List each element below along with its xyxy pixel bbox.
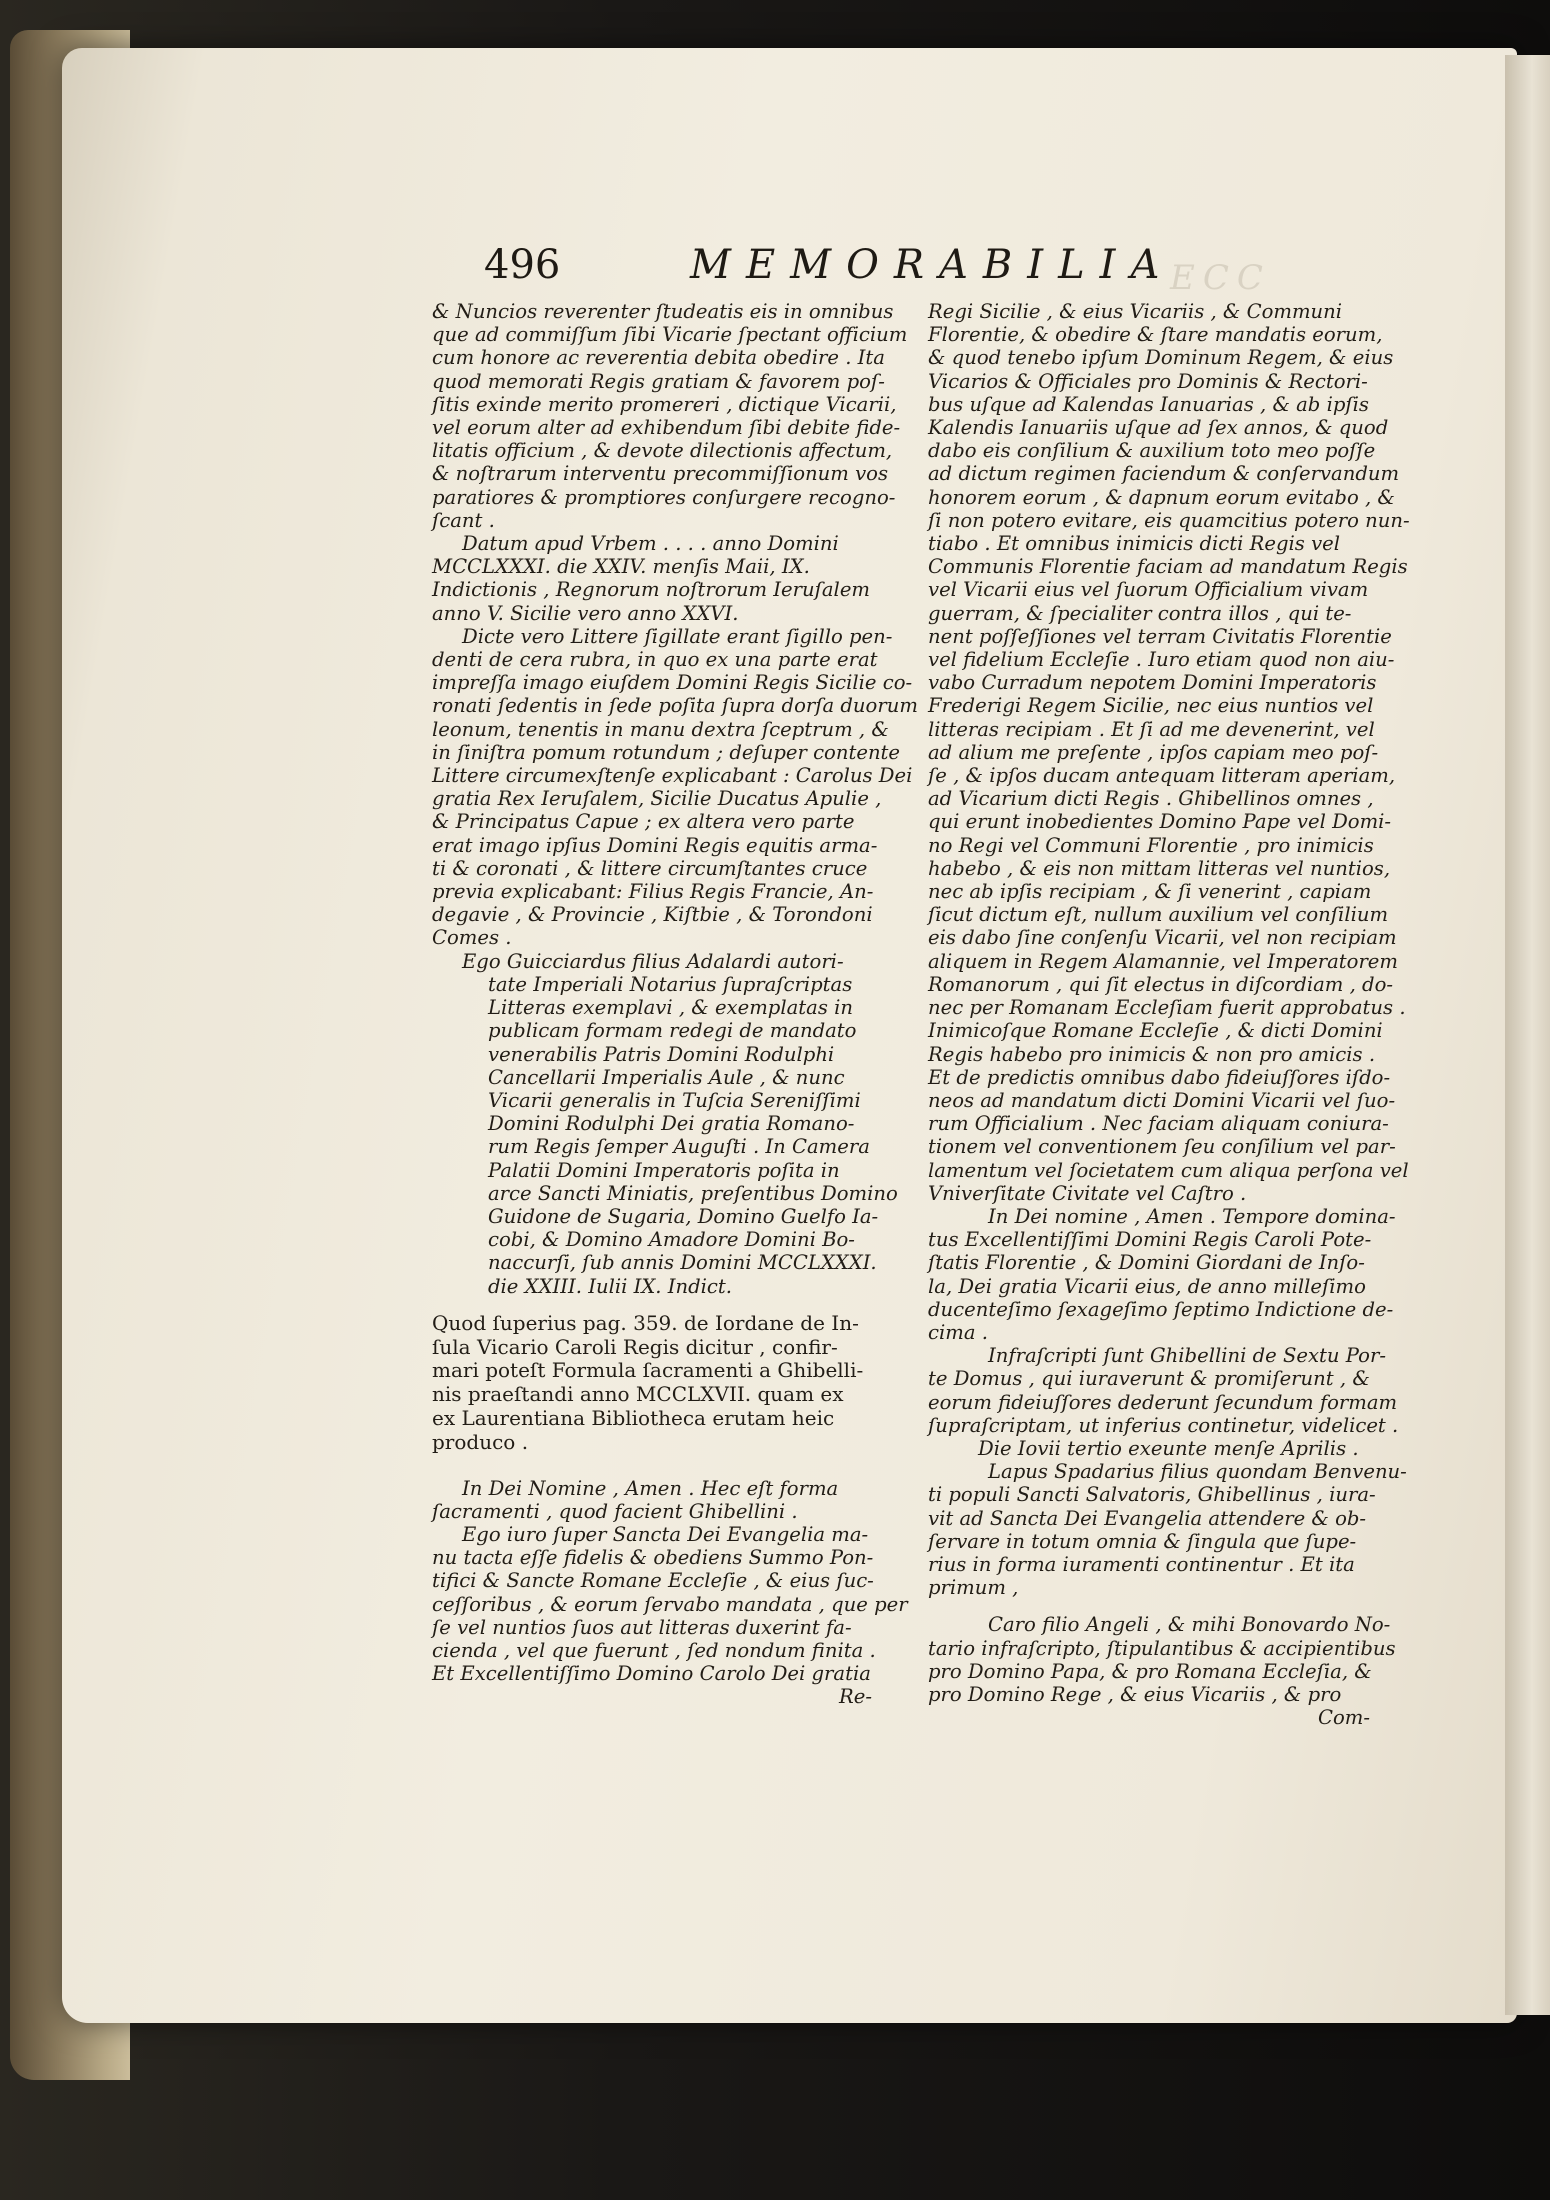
text-line: Caro filio Angeli , & mihi Bonovardo No- (988, 1613, 1391, 1637)
text-line: pro Domino Rege , & eius Vicariis , & pro (928, 1682, 1342, 1706)
text-line: Lapus Spadarius filius quondam Benvenu- (988, 1460, 1407, 1484)
text-line: tionem vel conventionem ſeu conſilium vel par- (928, 1135, 1396, 1159)
text-line: Regis habebo pro inimicis & non pro amicis . (928, 1042, 1376, 1066)
text-line: la, Dei gratia Vicarii eius, de anno milleſimo (928, 1274, 1366, 1298)
text-line: paratiores & promptiores conſurgere recogno- (432, 485, 896, 509)
text-line: cienda , vel que fuerunt , ſed nondum finita . (432, 1638, 876, 1662)
text-line: litteras recipiam . Et ſi ad me devenerint, vel (928, 717, 1375, 741)
text-line: eis dabo ſine conſenſu Vicarii, vel non recipiam (928, 926, 1397, 950)
text-line: habebo , & eis non mittam litteras vel nuntios, (928, 856, 1391, 880)
text-line: Comes . (432, 926, 512, 950)
text-line: arce Sancti Miniatis, preſentibus Domino (488, 1181, 898, 1205)
text-line: Die Iovii tertio exeunte menſe Aprilis . (978, 1436, 1359, 1460)
text-line: denti de cera rubra, in quo ex una parte erat (432, 648, 878, 672)
text-line: ſacramenti , quod facient Ghibellini . (432, 1499, 798, 1523)
text-line: ſula Vicario Caroli Regis dicitur , confir- (432, 1334, 838, 1359)
text-line: degavie , & Provincie , Kiſtbie , & Torondoni (432, 903, 873, 927)
text-line: nent poſſeſſiones vel terram Civitatis Florentie (928, 624, 1392, 648)
text-line: Inimicoſque Romane Eccleſie , & dicti Domini (928, 1019, 1383, 1043)
text-line: gratia Rex Ieruſalem, Sicilie Ducatus Apulie , (432, 787, 882, 811)
text-line: ti populi Sancti Salvatoris, Ghibellinus , iura- (928, 1483, 1376, 1507)
text-line: Vniverſitate Civitate vel Caſtro . (928, 1181, 1247, 1205)
text-line: mari poteſt Formula ſacramenti a Ghibelli- (432, 1358, 864, 1383)
text-line: Et Excellentiſſimo Domino Carolo Dei gratia (432, 1662, 871, 1686)
text-line: vel eorum alter ad exhibendum ſibi debite fide- (432, 416, 901, 440)
text-line: ſtatis Florentie , & Domini Giordani de Inſo- (928, 1251, 1365, 1275)
text-line: Romanorum , qui ſit electus in diſcordiam , do- (928, 972, 1393, 996)
text-line: rum Officialium . Nec faciam aliquam coniura- (928, 1112, 1389, 1136)
text-line: publicam formam redegi de mandato (488, 1019, 857, 1043)
text-line: ex Laurentiana Bibliotheca erutam heic (432, 1405, 835, 1430)
text-line: vel fidelium Eccleſie . Iuro etiam quod non aiu- (928, 648, 1395, 672)
text-line: te Domus , qui iuraverunt & promiſerunt , & (928, 1367, 1370, 1391)
text-line: ſi non potero evitare, eis quamcitius potero nun- (928, 508, 1410, 532)
text-line: no Regi vel Communi Florentie , pro inimicis (928, 833, 1374, 857)
text-line: honorem eorum , & dapnum eorum evitabo , & (928, 485, 1395, 509)
text-line: Regi Sicilie , & eius Vicariis , & Communi (928, 300, 1343, 323)
text-line: & Nuncios reverenter ſtudeatis eis in omnibus (432, 300, 894, 323)
text-line: vel Vicarii eius vel ſuorum Officialium vivam (928, 578, 1369, 602)
text-line: In Dei Nomine , Amen . Hec eſt forma (462, 1476, 839, 1500)
text-line: Dicte vero Littere ſigillate erant ſigillo pen- (462, 624, 893, 648)
text-line: nec per Romanam Eccleſiam fuerit approbatus . (928, 996, 1406, 1020)
text-line: Palatii Domini Imperatoris poſita in (488, 1158, 840, 1182)
text-line: tifici & Sancte Romane Eccleſie , & eius ſuc- (432, 1569, 874, 1593)
text-line: aliquem in Regem Alamannie, vel Imperatorem (928, 949, 1398, 973)
text-line: primum , (928, 1576, 1019, 1600)
text-line: leonum, tenentis in manu dextra ſceptrum , & (432, 717, 889, 741)
text-line: tus Excellentiſſimi Domini Regis Caroli Pote- (928, 1228, 1372, 1252)
text-line: Domini Rodulphi Dei gratia Romano- (488, 1112, 855, 1136)
bleed-through-text: ECC (1170, 258, 1271, 298)
text-line: ſe , & ipſos ducam antequam litteram aperiam, (928, 764, 1396, 788)
text-line: Vicarii generalis in Tuſcia Sereniſſimi (488, 1088, 861, 1112)
text-line: Datum apud Vrbem . . . . anno Domini (462, 532, 839, 556)
text-line: Indictionis , Regnorum noſtrorum Ieruſalem (432, 578, 870, 602)
text-line: Guidone de Sugaria, Domino Guelfo Ia- (488, 1204, 879, 1228)
text-line: ad alium me preſente , ipſos capiam meo poſ- (928, 740, 1379, 764)
text-line: Kalendis Ianuariis uſque ad ſex annos, & quod (928, 416, 1389, 440)
text-line: guerram, & ſpecialiter contra illos , qui te- (928, 601, 1352, 625)
text-line: nec ab ipſis recipiam , & ſi venerint , capiam (928, 880, 1372, 904)
text-line: rius in forma iuramenti continentur . Et ita (928, 1552, 1355, 1576)
oath-text (432, 1477, 912, 1686)
text-line: & Principatus Capue ; ex altera vero parte (432, 810, 855, 834)
text-line: ducenteſimo ſexageſimo ſeptimo Indictione de- (928, 1297, 1394, 1321)
text-line: in ſiniſtra pomum rotundum ; deſuper contente (432, 740, 901, 764)
text-line: litatis officium , & devote dilectionis affectum, (432, 439, 893, 463)
text-line: Litteras exemplavi , & exemplatas in (488, 996, 853, 1020)
text-line: Cancellarii Imperialis Aule , & nunc (488, 1065, 845, 1089)
text-line: dabo eis conſilium & auxilium toto meo poſſe (928, 439, 1376, 463)
text-line: qui erunt inobedientes Domino Pape vel Domi- (928, 810, 1392, 834)
text-line: produco . (432, 1429, 529, 1454)
text-line: ti & coronati , & littere circumſtantes cruce (432, 856, 868, 880)
catchword: Re- (839, 1685, 872, 1709)
text-line: Communis Florentie faciam ad mandatum Regis (928, 555, 1408, 579)
text-line: tate Imperiali Notarius ſupraſcriptas (488, 972, 853, 996)
text-line: naccurſi, ſub annis Domini MCCLXXXI. (488, 1251, 877, 1275)
text-line: quod memorati Regis gratiam & favorem poſ- (432, 369, 885, 393)
text-line: anno V. Sicilie vero anno XXVI. (432, 601, 739, 625)
text-line: previa explicabant: Filius Regis Francie, An- (432, 880, 874, 904)
text-line: & noſtrarum interventu precommiſſionum vos (432, 462, 889, 486)
running-head: MEMORABILIA (690, 242, 1175, 288)
text-line: die XXIII. Iulii IX. Indict. (488, 1274, 732, 1298)
text-line: ſicut dictum eſt, nullum auxilium vel conſilium (928, 903, 1389, 927)
left-column (432, 300, 918, 1709)
text-line: Quod ſuperius pag. 359. de Iordane de In- (432, 1310, 859, 1335)
text-line: ſupraſcriptam, ut inferius continetur, videlicet . (928, 1413, 1399, 1437)
text-line: pro Domino Papa, & pro Romana Eccleſia, & (928, 1659, 1372, 1683)
text-line: ſcant . (432, 508, 495, 532)
text-line: MCCLXXXI. die XXIV. menſis Maii, IX. (432, 555, 810, 579)
text-line: eorum fideiuſſores dederunt ſecundum formam (928, 1390, 1398, 1414)
text-line: rum Regis ſemper Auguſti . In Camera (488, 1135, 870, 1159)
text-line: & quod tenebo ipſum Dominum Regem, & eius (928, 346, 1394, 370)
right-column (928, 300, 1410, 1730)
text-line: cum honore ac reverentia debita obedire . Ita (432, 346, 885, 370)
text-line: vit ad Sancta Dei Evangelia attendere & ob- (928, 1506, 1367, 1530)
facing-page-edge (1505, 55, 1550, 2015)
text-line: Frederigi Regem Sicilie, nec eius nuntios vel (928, 694, 1374, 718)
text-line: ronati ſedentis in ſede poſita ſupra dorſa duorum (432, 694, 918, 718)
text-line: vabo Curradum nepotem Domini Imperatoris (928, 671, 1377, 695)
text-line: nis praeſtandi anno MCCLXVII. quam ex (432, 1382, 844, 1407)
text-line: nu tacta eſſe fidelis & obediens Summo Pon- (432, 1546, 874, 1570)
text-line: Florentie, & obedire & ſtare mandatis eorum, (928, 323, 1383, 347)
text-line: bus uſque ad Kalendas Ianuarias , & ab ipſis (928, 392, 1369, 416)
text-line: impreſſa imago eiuſdem Domini Regis Sicilie co- (432, 671, 913, 695)
text-line: venerabilis Patris Domini Rodulphi (488, 1042, 835, 1066)
text-line: ad Vicarium dicti Regis . Ghibellinos omnes , (928, 787, 1374, 811)
text-line: ſervare in totum omnia & ſingula que ſupe- (928, 1529, 1357, 1553)
text-line: Vicarios & Officiales pro Dominis & Rectori- (928, 369, 1368, 393)
text-line: ad dictum regimen faciendum & conſervandum (928, 462, 1400, 486)
page-number: 496 (484, 242, 561, 288)
text-line: lamentum vel ſocietatem cum aliqua perſona vel (928, 1158, 1409, 1182)
catchword: Com- (1318, 1706, 1370, 1730)
text-line: cima . (928, 1320, 988, 1344)
text-line: que ad commiſſum ſibi Vicarie ſpectant officium (432, 323, 908, 347)
text-line: ſe vel nuntios ſuos aut litteras duxerint fa- (432, 1615, 852, 1639)
text-line: erat imago ipſius Domini Regis equitis arma- (432, 833, 878, 857)
text-line: ſitis exinde merito promereri , dictique Vicarii, (432, 392, 897, 416)
text-line: Littere circumexſtenſe explicabant : Carolus Dei (432, 764, 913, 788)
text-line: Infraſcripti ſunt Ghibellini de Sextu Por- (988, 1344, 1386, 1368)
text-line: tario infraſcripto, ſtipulantibus & accipientibus (928, 1636, 1396, 1660)
text-line: cobi, & Domino Amadore Domini Bo- (488, 1228, 855, 1252)
text-line: neos ad mandatum dicti Domini Vicarii vel ſuo- (928, 1088, 1396, 1112)
text-line: tiabo . Et omnibus inimicis dicti Regis vel (928, 532, 1341, 556)
text-line: In Dei nomine , Amen . Tempore domina- (988, 1204, 1396, 1228)
notary-signature (432, 950, 912, 1298)
text-line: Et de predictis omnibus dabo fideiuſſores iſdo- (928, 1065, 1391, 1089)
text-line: ceſſoribus , & eorum ſervabo mandata , que per (432, 1592, 908, 1616)
editor-commentary (432, 1312, 912, 1455)
text-line: Ego Guicciardus filius Adalardi autori- (462, 949, 844, 973)
text-line: Ego iuro ſuper Sancta Dei Evangelia ma- (462, 1522, 869, 1546)
